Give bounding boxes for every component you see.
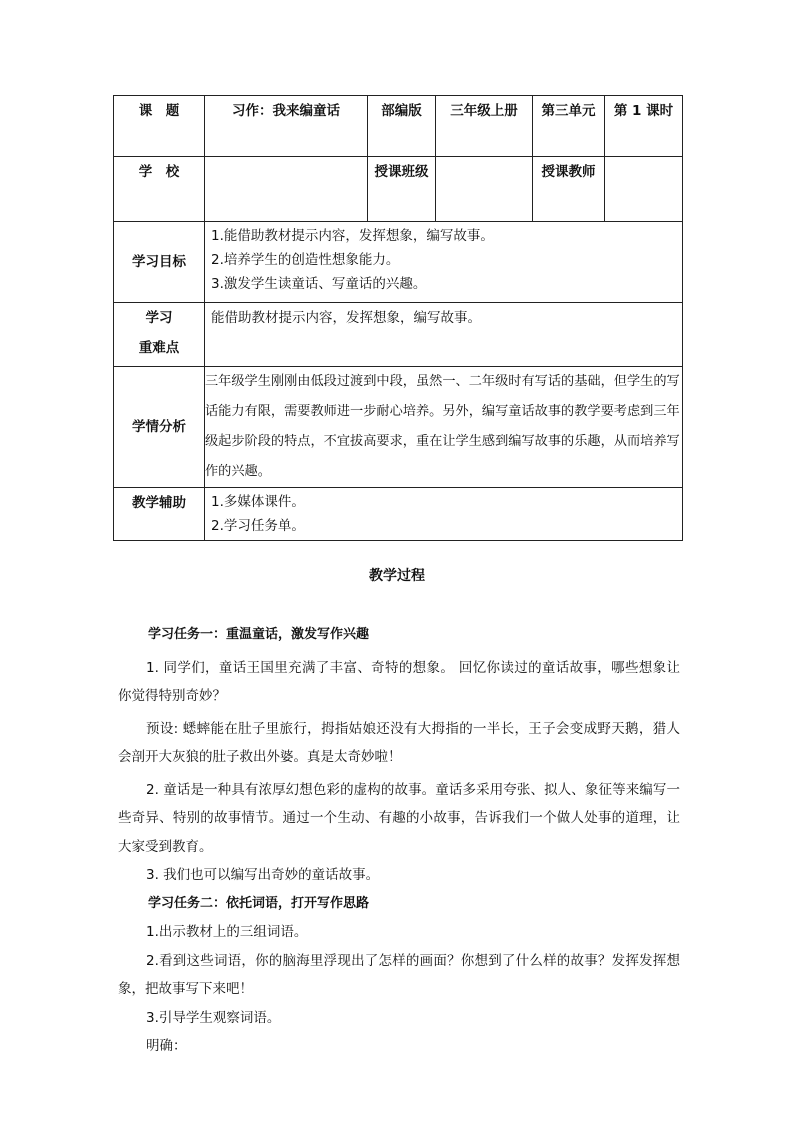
paragraph: 1.出示教材上的三组词语。 [146, 924, 308, 940]
aids-label: 教学辅助 [114, 488, 205, 541]
analysis-text: 三年级学生刚刚由低段过渡到中段，虽然一、二年级时有写话的基础，但学生的写话能力有限，需要教师进一步耐心培养。另外，编写童话故事的教学要考虑到三年级起步阶段的特点，不宜拔高要求，重在让学生感到编写故事的乐趣，从而培养写作的兴趣。 [205, 367, 683, 488]
paragraph: 预设: 蟋蟀能在肚子里旅行，拇指姑娘还没有大拇指的一半长，王子会变成野天鹅，猎人会剖开大灰狼的肚子救出外婆。真是太奇妙啦！ [118, 720, 680, 765]
table-row [114, 157, 683, 222]
list-item: 3.激发学生读童话、写童话的兴趣。 [211, 276, 427, 292]
class-label: 授课班级 [368, 157, 436, 222]
topic-label: 课 题 [114, 96, 205, 157]
difficulty-label-line2: 重难点 [138, 340, 180, 356]
grade-cell: 三年级上册 [436, 96, 533, 157]
list-item: 1.能借助教材提示内容，发挥想象，编写故事。 [211, 228, 494, 244]
list-item: 1.多媒体课件。 [211, 494, 305, 510]
paragraph: 1. 同学们，童话王国里充满了丰富、奇特的想象。 回忆你读过的童话故事，哪些想象让你觉得特别奇妙？ [118, 659, 680, 704]
unit-cell: 第三单元 [533, 96, 605, 157]
lesson-title: 习作：我来编童话 [205, 96, 368, 157]
teacher-label: 授课教师 [533, 157, 605, 222]
class-value [436, 157, 533, 222]
paragraph: 3.引导学生观察词语。 [146, 1009, 281, 1026]
task2-heading: 学习任务二：依托词语，打开写作思路 [148, 895, 370, 911]
table-row [114, 96, 683, 157]
task1-heading: 学习任务一：重温童话，激发写作兴趣 [148, 627, 370, 642]
list-item: 2.培养学生的创造性想象能力。 [211, 252, 400, 268]
paragraph: 明确： [146, 1038, 187, 1054]
edition-cell: 部编版 [368, 96, 436, 157]
table-row [114, 303, 683, 367]
paragraph: 2.看到这些词语，你的脑海里浮现出了怎样的画面？你想到了什么样的故事？发挥发挥想象，把故事写下来吧！ [118, 952, 680, 997]
paragraph: 2. 童话是一种具有浓厚幻想色彩的虚构的故事。童话多采用夸张、拟人、象征等来编写一些奇异、特别的故事情节。通过一个生动、有趣的小故事，告诉我们一个做人处事的道理，让大家受到教育。 [118, 781, 680, 855]
difficulty-text: 能借助教材提示内容，发挥想象，编写故事。 [205, 303, 683, 367]
period-cell: 第 1 课时 [605, 96, 683, 157]
difficulty-label [114, 303, 205, 367]
process-body [118, 621, 680, 1061]
table-row [114, 488, 683, 541]
table-row [114, 222, 683, 303]
difficulty-label-line1: 学习 [145, 310, 173, 326]
teacher-value [605, 157, 683, 222]
table-row [114, 367, 683, 488]
analysis-label: 学情分析 [114, 367, 205, 488]
paragraph: 3. 我们也可以编写出奇妙的童话故事。 [146, 867, 380, 883]
process-title: 教学过程 [369, 568, 425, 584]
aids-cell [205, 488, 683, 541]
list-item: 2.学习任务单。 [211, 518, 305, 534]
goals-label: 学习目标 [114, 222, 205, 303]
lesson-info-table [113, 95, 683, 541]
goals-cell [205, 222, 683, 303]
school-value [205, 157, 368, 222]
school-label: 学 校 [114, 157, 205, 222]
